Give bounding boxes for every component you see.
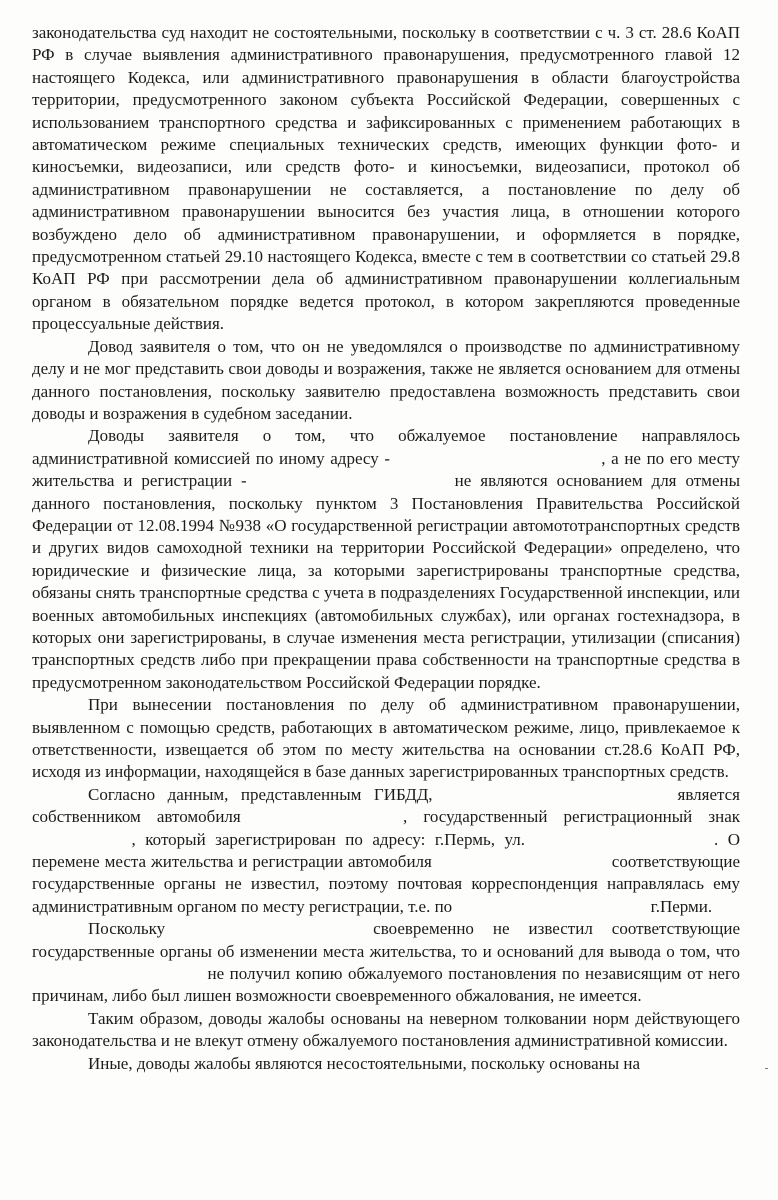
paragraph-5-part-7: г.Перми. [650,896,713,916]
paragraph-5-part-5: . О перемене места жительства и регистрации автомобиля [32,829,741,872]
paragraph-6-part-1: Поскольку [88,919,166,939]
paragraph-6-part-2: своевременно не известил соответствующие государственные органы об изменении места жительства, то и оснований для вывода о том, что [32,919,741,961]
paragraph-6-part-3: не получил копию обжалуемого постановления по независящим от него причинам, либо был лишен возможности своевременного обжалования, не имеется. [32,964,741,1006]
paragraph-8: Иные, доводы жалобы являются несостоятельными, поскольку основаны на [88,1053,641,1073]
paragraph-2: Довод заявителя о том, что он не уведомлялся о производстве по административному делу и не мог представить свои доводы и возражения, также не является основанием для отмены данного постановления, поскольку заявителю предоставлена возможность представить свои доводы и возражения в судебном заседании. [32,336,740,423]
paragraph-5-part-3: , государственный регистрационный знак [402,807,741,827]
paragraph-6 [32,918,740,1008]
paragraph-3 [32,425,740,694]
document-body [32,22,740,1075]
paragraph-5-part-1: Согласно данным, представленным ГИБДД, [88,784,433,804]
paragraph-3-part-2: , а не по его месту жительства и регистрации - [32,448,741,491]
paragraph-4: При вынесении постановления по делу об административном правонарушении, выявленном с помощью средств, работающих в автоматическом режиме, лицо, привлекаемое к ответственности, извещается об этом по месту жительства на основании ст.28.6 КоАП РФ, исходя из информации, находящейся в базе данных зарегистрированных транспортных средств. [32,695,740,782]
paragraph-3-part-1: Доводы заявителя о том, что обжалуемое постановление направлялось административной комиссией по иному адресу - [32,426,740,468]
paragraph-7: Таким образом, доводы жалобы основаны на неверном толковании норм действующего законодательства и не влекут отмену обжалуемого постановления административной комиссии. [32,1008,740,1051]
paragraph-5 [32,784,740,918]
paragraph-5-part-2: является собственником автомобиля [32,784,741,827]
paragraph-1: законодательства суд находит не состоятельными, поскольку в соответствии с ч. 3 ст. 28.6 КоАП РФ в случае выявления административного правонарушения, предусмотренного главой 12 настоящего Кодекса, или административного правонарушения в области благоустройства территории, предусмотренного законом субъекта Российской Федерации, совершенных с использованием транспортного средства и зафиксированных с применением работающих в автоматическом режиме специальных технических средств, имеющих функции фото- и киносъемки, видеозаписи, или средств фото- и киносъемки, видеозаписи, протокол об административном правонарушении не составляется, а постановление по делу об административном правонарушении выносится без участия лица, в отношении которого возбуждено дело об административном правонарушении, и оформляется в порядке, предусмотренном статьей 29.10 настоящего Кодекса, вместе с тем в соответствии со статьей 29.8 КоАП РФ при рассмотрении дела об административном правонарушении коллегиальным органом в обязательном порядке ведется протокол, в котором закрепляются проведенные процессуальные действия. [32,23,740,334]
scan-speck [765,1068,768,1069]
paragraph-5-part-6: соответствующие государственные органы не известил, поэтому почтовая корреспонденция направлялась ему административным органом по месту регистрации, т.е. по [32,852,741,916]
paragraph-5-part-4: , который зарегистрирован по адресу: г.Пермь, ул. [131,829,525,849]
paragraph-3-part-3: не являются основанием для отмены данного постановления, поскольку пунктом 3 Постановления Правительства Российской Федерации от 12.08.1994 №938 «О государственной регистрации автомототранспортных средств и других видов самоходной техники на территории Российской Федерации» определено, что юридические и физические лица, за которыми зарегистрированы транспортные средства, обязаны снять транспортные средства с учета в подразделениях Государственной инспекции, или военных автомобильных инспекциях (автомобильных службах), или органах гостехнадзора, в которых они зарегистрированы, в случае изменения места регистрации, утилизации (списания) транспортных средств либо при прекращении права собственности на транспортные средства в предусмотренном законодательством Российской Федерации порядке. [32,471,741,692]
